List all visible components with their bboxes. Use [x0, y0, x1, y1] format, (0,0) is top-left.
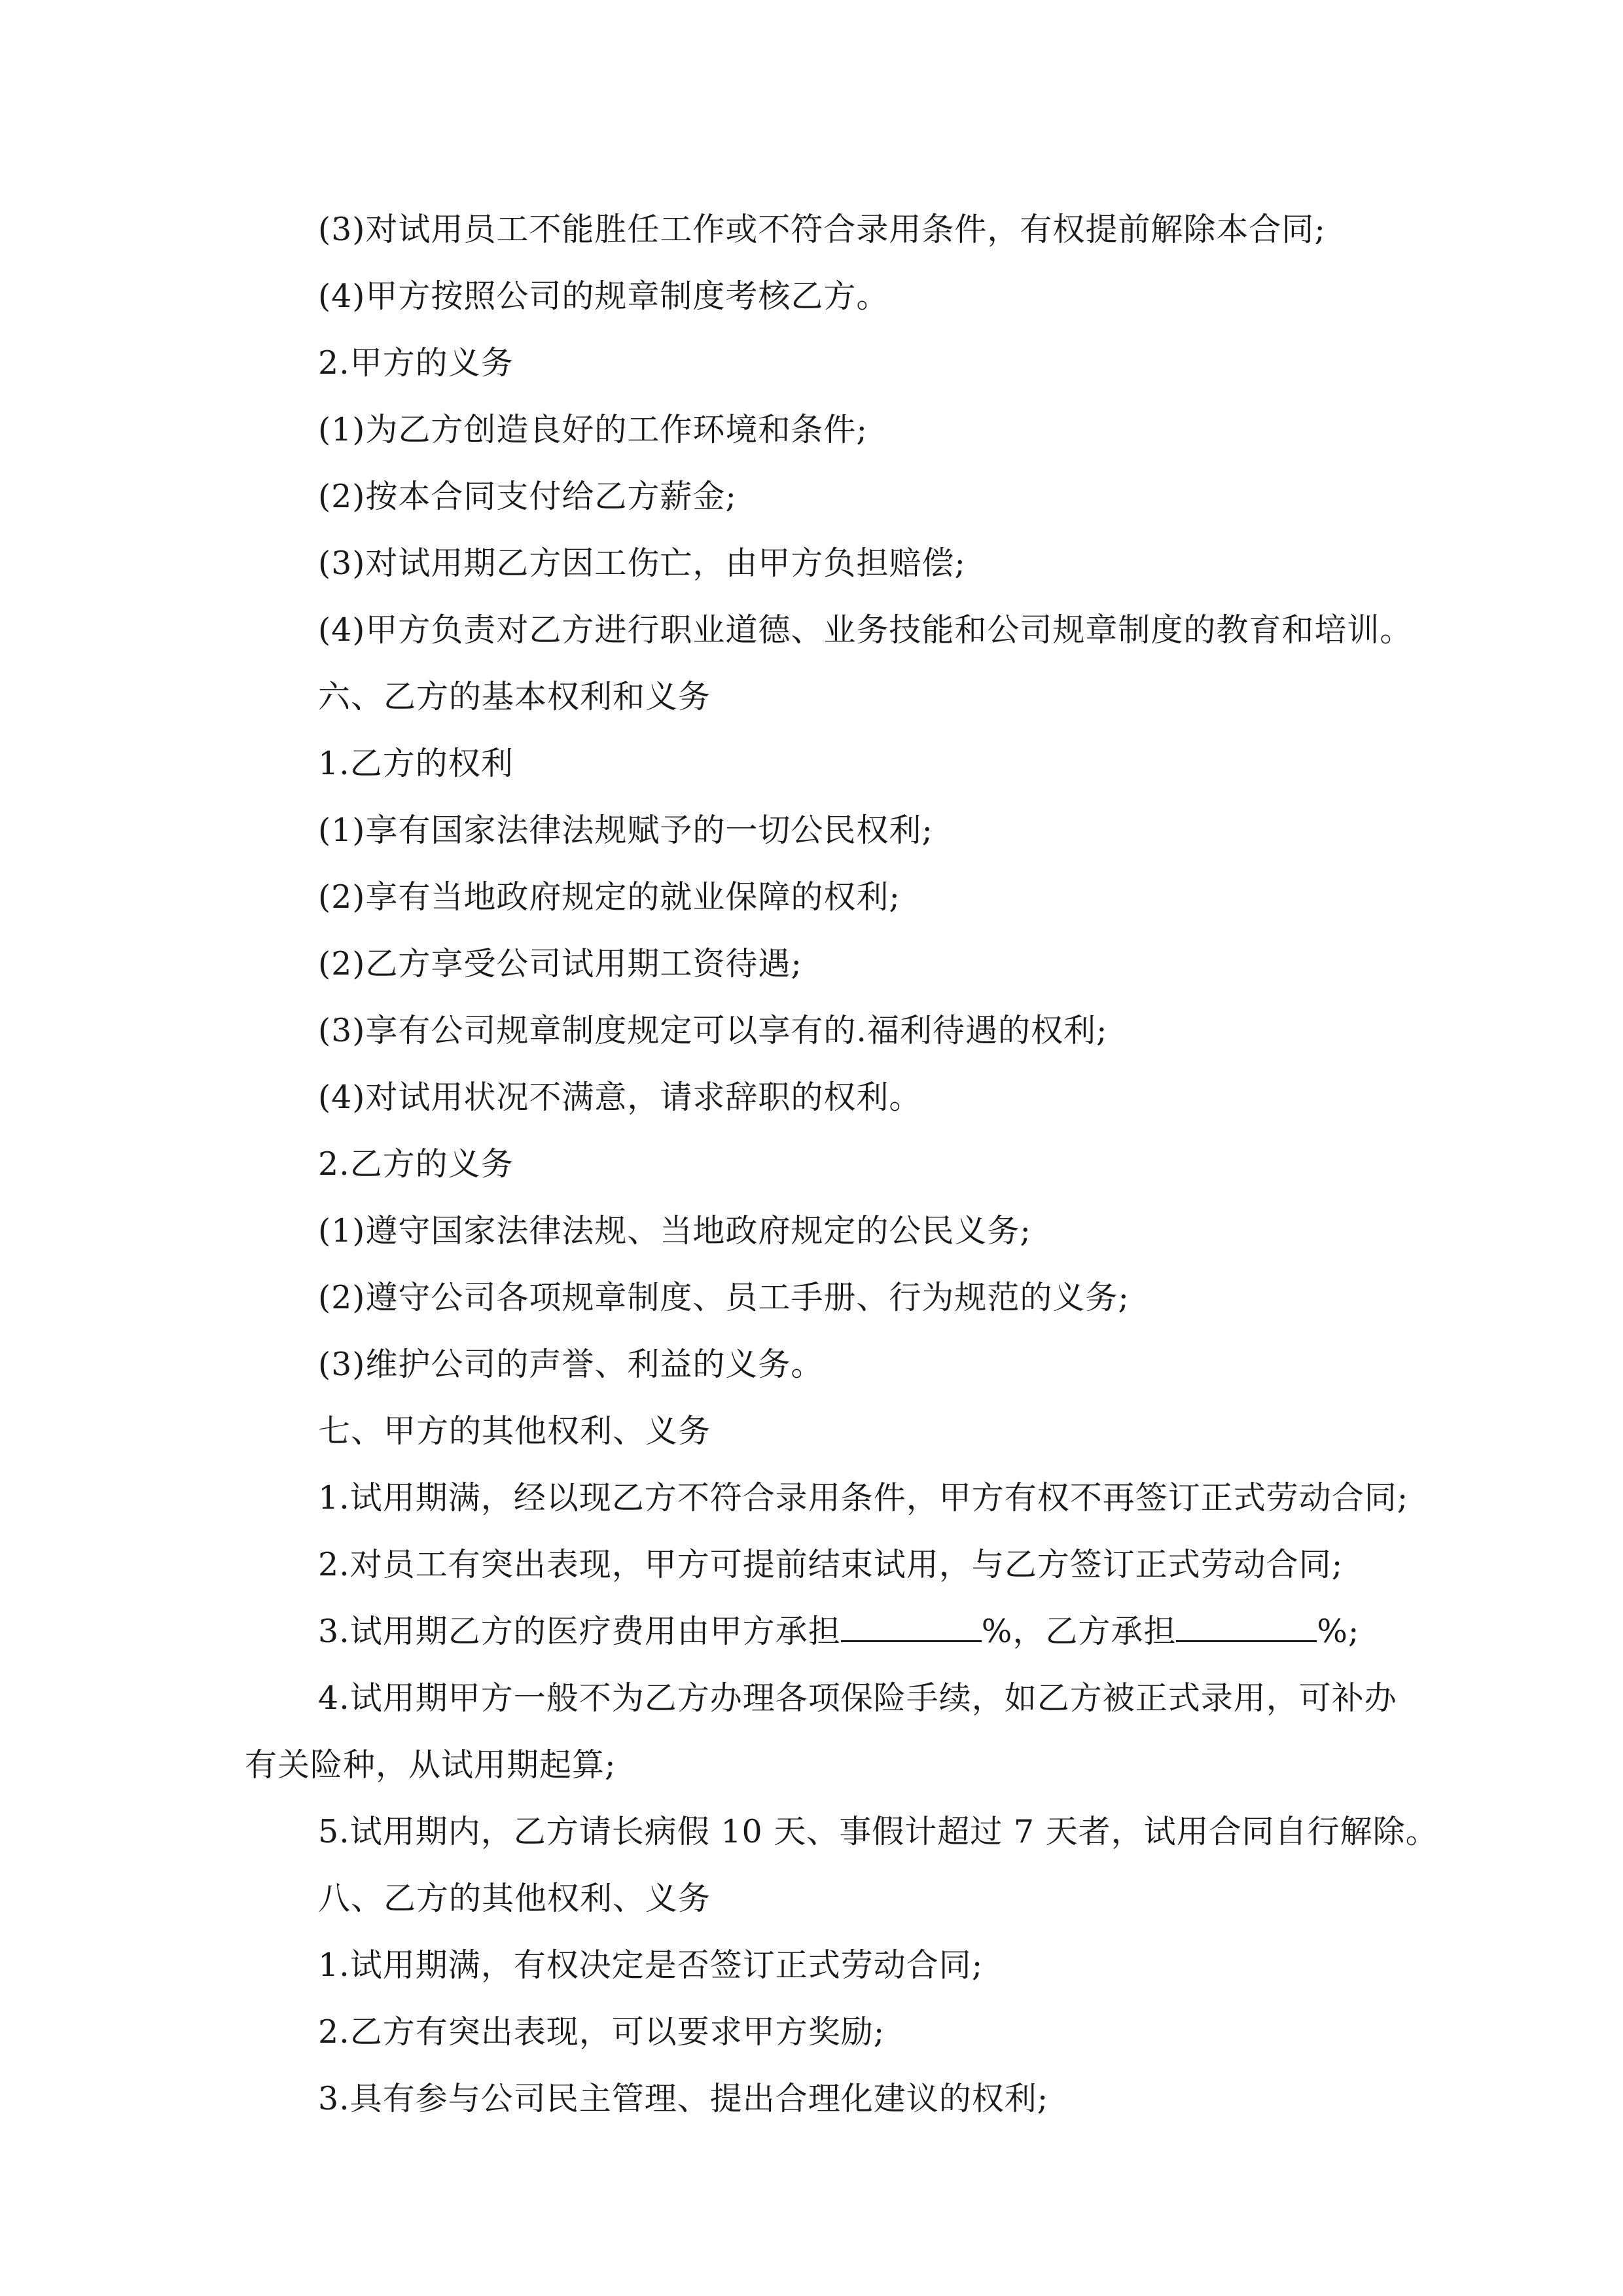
fill-in-blank — [841, 1614, 982, 1642]
text-line: (3)维护公司的声誉、利益的义务。 — [318, 1346, 824, 1383]
text-line: (3)对试用员工不能胜任工作或不符合录用条件，有权提前解除本合同; — [318, 211, 1326, 248]
text-line: (4)对试用状况不满意，请求辞职的权利。 — [318, 1079, 922, 1116]
text-line: 1.试用期满，经以现乙方不符合录用条件，甲方有权不再签订正式劳动合同; — [318, 1479, 1409, 1516]
text-line: (2)遵守公司各项规章制度、员工手册、行为规范的义务; — [318, 1279, 1130, 1316]
text-line: 5.试用期内，乙方请长病假 10 天、事假计超过 7 天者，试用合同自行解除。 — [318, 1813, 1438, 1850]
text-line-with-blanks — [245, 1598, 1397, 1665]
text-line: (4)甲方负责对乙方进行职业道德、业务技能和公司规章制度的教育和培训。 — [318, 611, 1413, 649]
text-line: 1.试用期满，有权决定是否签订正式劳动合同; — [318, 1946, 984, 1984]
text-line: 2.乙方有突出表现，可以要求甲方奖励; — [318, 2013, 885, 2051]
text-line: 4.试用期甲方一般不为乙方办理各项保险手续，如乙方被正式录用，可补办 — [318, 1679, 1397, 1717]
text-line: (1)享有国家法律法规赋予的一切公民权利; — [318, 812, 933, 849]
text-line-continuation: 有关险种，从试用期起算; — [245, 1746, 616, 1784]
text-line: 2.乙方的义务 — [318, 1145, 514, 1183]
document-body — [245, 196, 1438, 2132]
text-line: (1)遵守国家法律法规、当地政府规定的公民义务; — [318, 1212, 1031, 1249]
text-line: 2.对员工有突出表现，甲方可提前结束试用，与乙方签订正式劳动合同; — [318, 1546, 1344, 1583]
text-segment: %，乙方承担 — [981, 1613, 1177, 1650]
text-segment: 3.试用期乙方的医疗费用由甲方承担 — [318, 1613, 841, 1650]
fill-in-blank — [1176, 1614, 1317, 1642]
text-segment: %; — [1317, 1613, 1360, 1650]
text-line: (3)对试用期乙方因工伤亡，由甲方负担赔偿; — [318, 545, 966, 582]
text-line: (4)甲方按照公司的规章制度考核乙方。 — [318, 278, 889, 315]
section-heading: 六、乙方的基本权利和义务 — [318, 678, 711, 715]
section-heading: 七、甲方的其他权利、义务 — [318, 1412, 711, 1450]
text-line: 1.乙方的权利 — [318, 745, 514, 782]
text-line: (2)乙方享受公司试用期工资待遇; — [318, 945, 802, 982]
text-line: (3)享有公司规章制度规定可以享有的.福利待遇的权利; — [318, 1012, 1108, 1049]
text-line: (2)按本合同支付给乙方薪金; — [318, 478, 737, 515]
text-line: (1)为乙方创造良好的工作环境和条件; — [318, 411, 868, 448]
section-heading: 八、乙方的其他权利、义务 — [318, 1880, 711, 1917]
text-line: 2.甲方的义务 — [318, 344, 514, 382]
text-line: 3.具有参与公司民主管理、提出合理化建议的权利; — [318, 2080, 1049, 2117]
text-line: (2)享有当地政府规定的就业保障的权利; — [318, 878, 901, 916]
